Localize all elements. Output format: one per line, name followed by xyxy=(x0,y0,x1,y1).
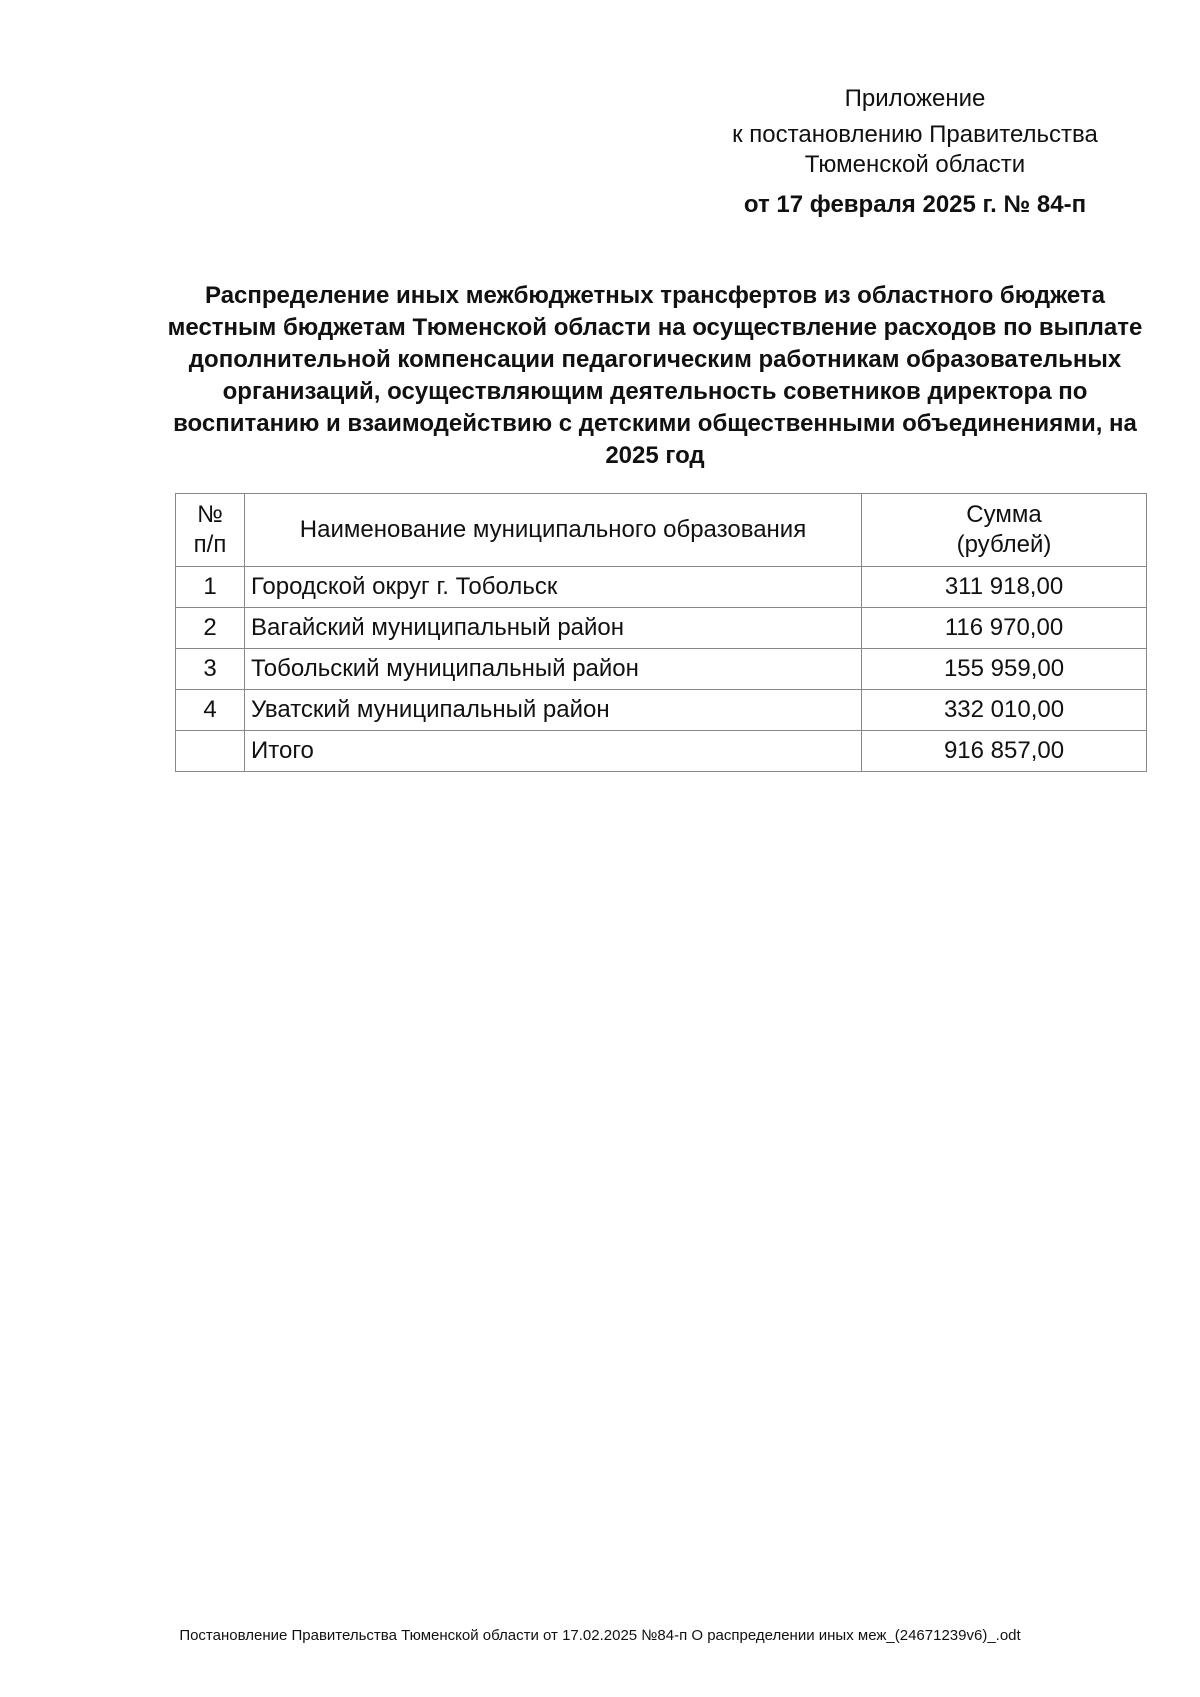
amount: 155 959,00 xyxy=(862,649,1147,690)
municipality-name: Уватский муниципальный район xyxy=(245,690,862,731)
appendix-label: Приложение xyxy=(844,85,986,112)
header-sum-unit: (рублей) xyxy=(956,531,1052,558)
distribution-table xyxy=(175,493,1147,772)
municipality-name: Вагайский муниципальный район xyxy=(245,608,862,649)
footer-document-reference: Постановление Правительства Тюменской области от 17.02.2025 №84-п О распределении иных меж_(24671239v6)_.odt xyxy=(179,1627,1021,1644)
municipality-name: Тобольский муниципальный район xyxy=(245,649,862,690)
header-number-abbr: п/п xyxy=(193,531,227,558)
table-row xyxy=(176,608,1147,649)
row-number: 2 xyxy=(176,608,245,649)
region-name: Тюменской области xyxy=(804,151,1026,178)
total-row xyxy=(176,731,1147,772)
resolution-reference: к постановлению Правительства xyxy=(732,121,1098,148)
table-row xyxy=(176,649,1147,690)
amount: 116 970,00 xyxy=(862,608,1147,649)
header-number-symbol: № xyxy=(197,501,223,528)
amount: 311 918,00 xyxy=(862,567,1147,608)
total-label: Итого xyxy=(245,731,862,772)
resolution-date-number: от 17 февраля 2025 г. № 84-п xyxy=(743,191,1087,218)
table-row xyxy=(176,567,1147,608)
appendix-header xyxy=(690,84,1140,220)
table-header-row xyxy=(176,494,1147,567)
document-title: Распределение иных межбюджетных трансфертов из областного бюджета местным бюджетам Тюменской области на осуществление расходов по выплате дополнительной компенсации педагогическим работникам образовательных организаций, осуществляющим деятельность советников директора по воспитанию и взаимодействию с детскими общественными объединениями, на 2025 год xyxy=(167,282,1143,469)
row-number: 4 xyxy=(176,690,245,731)
header-sum-label: Сумма xyxy=(966,501,1042,528)
header-sum xyxy=(862,494,1147,567)
amount: 332 010,00 xyxy=(862,690,1147,731)
row-number: 1 xyxy=(176,567,245,608)
header-number xyxy=(176,494,245,567)
municipality-name: Городской округ г. Тобольск xyxy=(245,567,862,608)
total-amount: 916 857,00 xyxy=(862,731,1147,772)
row-number: 3 xyxy=(176,649,245,690)
total-number xyxy=(176,731,245,772)
table-row xyxy=(176,690,1147,731)
header-municipality: Наименование муниципального образования xyxy=(245,494,862,567)
